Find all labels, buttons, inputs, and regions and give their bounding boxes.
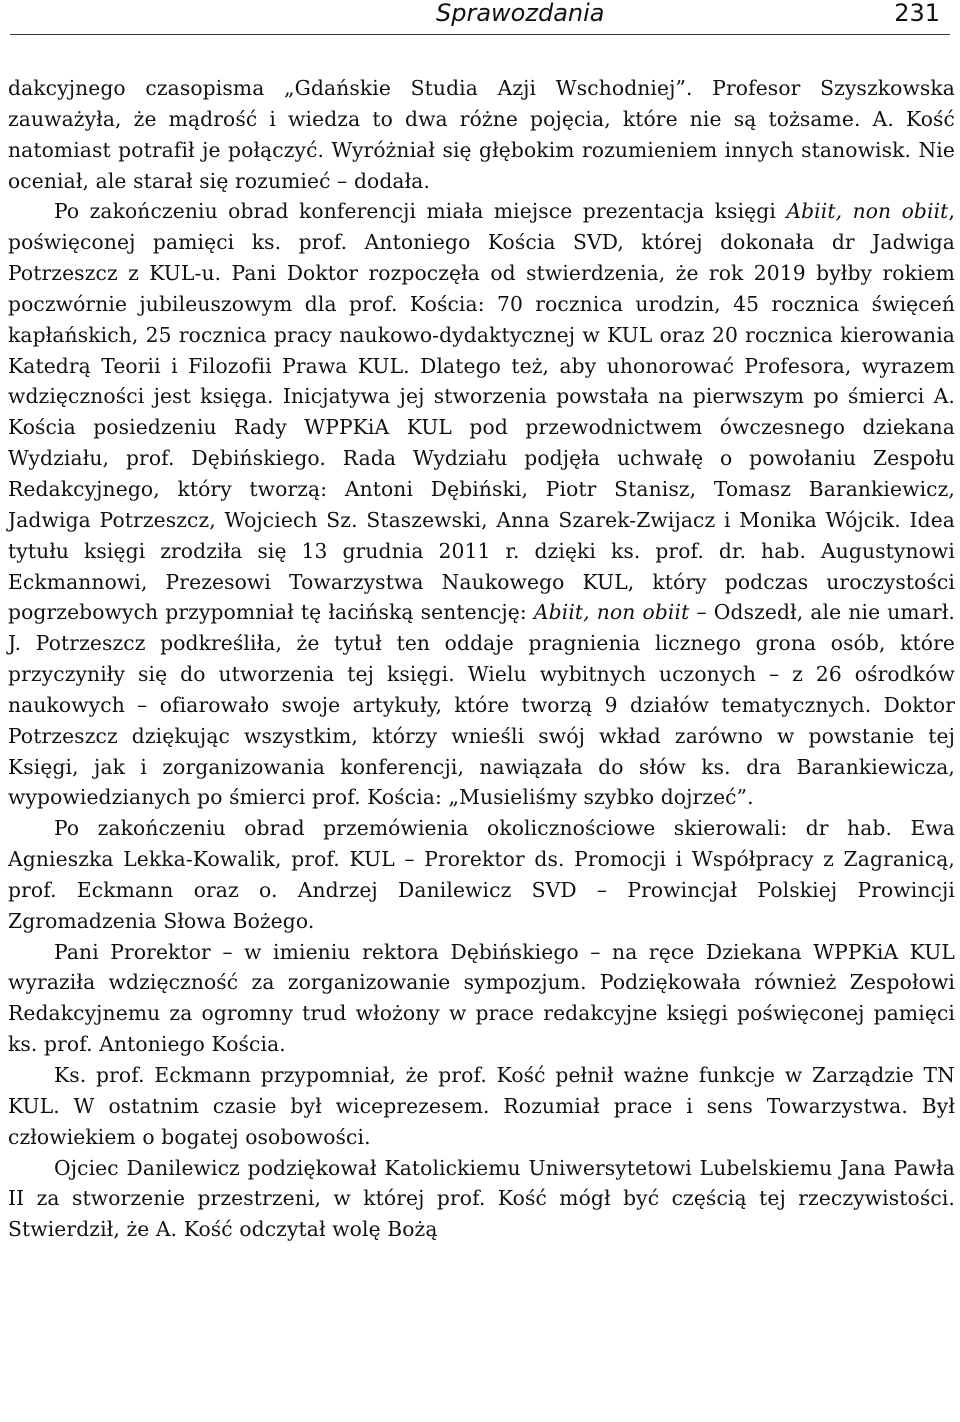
paragraph-4-text: Pani Prorektor – w imieniu rektora Dębińskiego – na ręce Dziekana WPPKiA KUL wyraziła wdzięczność za zorganizowanie sympozjum. Podziękowała również Zespołowi Redakcyjnemu za ogromny trud włożony w prace redakcyjne księgi poświęconej pamięci ks. prof. Antoniego Kościa. — [8, 939, 955, 1057]
paragraph-2-text-part-3: – Odszedł, ale nie umarł. J. Potrzeszcz podkreśliła, że tytuł ten oddaje pragnienia licznego grona osób, które przyczyniły się do utworzenia tej księgi. Wielu wybitnych uczonych – z 26 ośrodków naukowych – ofiarowało swoje artykuły, które tworzą 9 działów tematycznych. Doktor Potrzeszcz dziękując wszystkim, którzy wnieśli swój wkład zarówno w powstanie tej Księgi, jak i zorganizowania konferencji, nawiązała do słów ks. dra Barankiewicza, wypowiedzianych po śmierci prof. Kościa: „Musieliśmy szybko dojrzeć”. — [8, 600, 955, 810]
running-head — [8, 0, 950, 30]
book-title-italic: Abiit, non obiit — [786, 199, 949, 224]
paragraph-5-text: Ks. prof. Eckmann przypomniał, że prof. Kość pełnił ważne funkcje w Zarządzie TN KUL. W ostatnim czasie był wiceprezesem. Rozumiał prace i sens Towarzystwa. Był człowiekiem o bogatej osobowości. — [8, 1063, 955, 1149]
paragraph-6 — [8, 1153, 955, 1246]
header-divider — [10, 34, 950, 35]
paragraph-2-text-part-2: , poświęconej pamięci ks. prof. Antoniego Kościa SVD, której dokonała dr Jadwiga Potrzeszcz z KUL-u. Pani Doktor rozpoczęła od stwierdzenia, że rok 2019 byłby rokiem poczwórnie jubileuszowym dla prof. Kościa: 70 rocznica urodzin, 45 rocznica święceń kapłańskich, 25 rocznica pracy naukowo-dydaktycznej w KUL oraz 20 rocznica kierowania Katedrą Teorii i Filozofii Prawa KUL. Dlatego też, aby uhonorować Profesora, wyrazem wdzięczności jest księga. Inicjatywa jej stworzenia powstała na pierwszym po śmierci A. Kościa posiedzeniu Rady WPPKiA KUL pod przewodnictwem ówczesnego dziekana Wydziału, prof. Dębińskiego. Rada Wydziału podjęła uchwałę o powołaniu Zespołu Redakcyjnego, który tworzą: Antoni Dębiński, Piotr Stanisz, Tomasz Barankiewicz, Jadwiga Potrzeszcz, Wojciech Sz. Staszewski, Anna Szarek-Zwijacz i Monika Wójcik. Idea tytułu księgi zrodziła się 13 grudnia 2011 r. dzięki ks. prof. dr. hab. Augustynowi Eckmannowi, Prezesowi Towarzystwa Naukowego KUL, który podczas uroczystości pogrzebowych przypomniał tę łacińską sentencję: — [8, 199, 955, 625]
paragraph-2 — [8, 196, 955, 813]
paragraph-3 — [8, 813, 955, 936]
paragraph-1-text: dakcyjnego czasopisma „Gdańskie Studia Azji Wschodniej”. Profesor Szyszkowska zauważyła, że mądrość i wiedza to dwa różne pojęcia, które nie są tożsame. A. Kość natomiast potrafił je połączyć. Wyróżniał się głębokim rozumieniem innych stanowisk. Nie oceniał, ale starał się rozumieć – dodała. — [8, 76, 955, 193]
page-number: 231 — [894, 0, 940, 27]
paragraph-2-text-part-1: Po zakończeniu obrad konferencji miała miejsce prezentacja księgi — [54, 199, 787, 224]
paragraph-6-text: Ojciec Danilewicz podziękował Katolickiemu Uniwersytetowi Lubelskiemu Jana Pawła II za stworzenie przestrzeni, w której prof. Kość mógł być częścią tej rzeczywistości. Stwierdził, że A. Kość odczytał wolę Bożą — [8, 1155, 955, 1242]
article-body — [8, 73, 955, 1245]
section-title: Sprawozdania — [436, 0, 605, 27]
latin-sentence-italic: Abiit, non obiit — [533, 600, 690, 625]
paragraph-3-text: Po zakończeniu obrad przemówienia okolicznościowe skierowali: dr hab. Ewa Agnieszka Lekka-Kowalik, prof. KUL – Prorektor ds. Promocji i Współpracy z Zagranicą, prof. Eckmann oraz o. Andrzej Danilewicz SVD – Prowincjał Polskiej Prowincji Zgromadzenia Słowa Bożego. — [8, 816, 955, 933]
paragraph-5 — [8, 1060, 955, 1153]
paragraph-1 — [8, 73, 955, 196]
paragraph-4 — [8, 937, 955, 1060]
